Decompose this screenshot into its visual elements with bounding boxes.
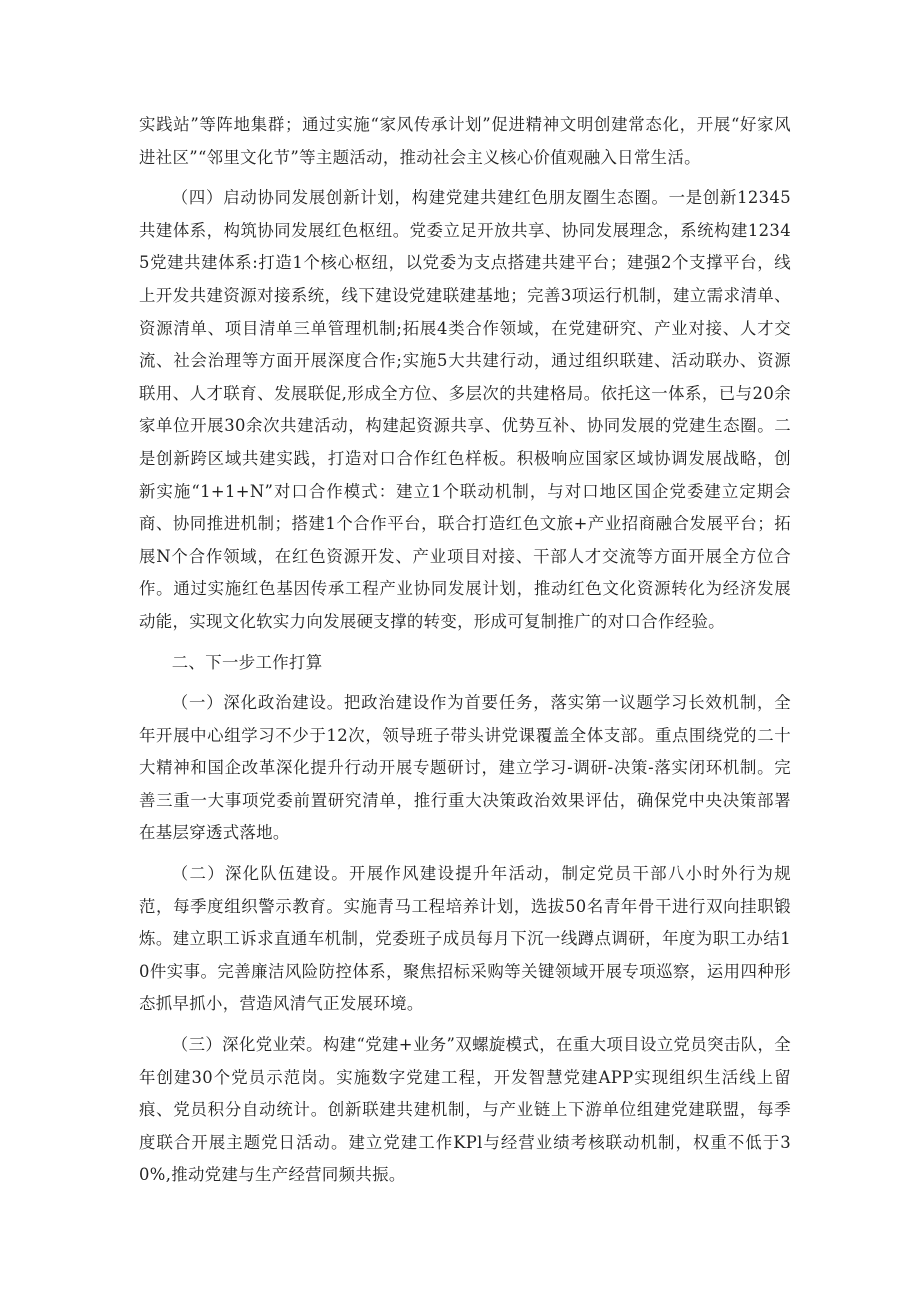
section-heading-next-steps: 二、下一步工作打算 <box>171 652 323 672</box>
paragraph-party-business: （三）深化党业荣。构建“党建+业务”双螺旋模式，在重大项目设立党员突击队，全年创建30个党员示范岗。实施数字党建工程，开发智慧党建APP实现组织生活线上留痕、党员积分自动统计。创新联建共建机制，与产业链上下游单位组建党建联盟，每季度联合开展主题党日活动。建立党建工作KPl与经营业绩考核联动机制，权重不低于30%,推动党建与生产经营同频共振。 <box>139 1035 791 1185</box>
paragraph-section-4: （四）启动协同发展创新计划，构建党建共建红色朋友圈生态圈。一是创新12345共建体系，构筑协同发展红色枢纽。党委立足开放共享、协同发展理念，系统构建12345党建共建体系:打造1个核心枢纽，以党委为支点搭建共建平台；建强2个支撑平台，线上开发共建资源对接系统，线下建设党建联建基地；完善3项运行机制，建立需求清单、资源清单、项目清单三单管理机制;拓展4类合作领域，在党建研究、产业对接、人才交流、社会治理等方面开展深度合作;实施5大共建行动，通过组织联建、活动联办、资源联用、人才联育、发展联促,形成全方位、多层次的共建格局。依托这一体系，已与20余家单位开展30余次共建活动，构建起资源共享、优势互补、协同发展的党建生态圈。二是创新跨区域共建实践，打造对口合作红色样板。积极响应国家区域协调发展战略，创新实施“1+1+N”对口合作模式：建立1个联动机制，与对口地区国企党委建立定期会商、协同推进机制；搭建1个合作平台，联合打造红色文旅+产业招商融合发展平台；拓展N个合作领域，在红色资源开发、产业项目对接、干部人才交流等方面开展全方位合作。通过实施红色基因传承工程产业协同发展计划，推动红色文化资源转化为经济发展动能，实现文化软实力向发展硬支撑的转变，形成可复制推广的对口合作经验。 <box>139 188 791 631</box>
paragraph-team-building: （二）深化队伍建设。开展作风建设提升年活动，制定党员干部八小时外行为规范，每季度组织警示教育。实施青马工程培养计划，选拔50名青年骨干进行双向挂职锻炼。建立职工诉求直通车机制，党委班子成员每月下沉一线蹲点调研，年度为职工办结10件实事。完善廉洁风险防控体系，聚焦招标采购等关键领域开展专项巡察，运用四种形态抓早抓小，营造风清气正发展环境。 <box>139 864 791 1014</box>
paragraph-continuation: 实践站”等阵地集群；通过实施“家风传承计划”促进精神文明创建常态化，开展“好家风进社区”“邻里文化节”等主题活动，推动社会主义核心价值观融入日常生活。 <box>139 115 791 167</box>
document-body <box>139 109 791 1200</box>
paragraph-political-building: （一）深化政治建设。把政治建设作为首要任务，落实第一议题学习长效机制，全年开展中心组学习不少于12次，领导班子带头讲党课覆盖全体支部。重点围绕党的二十大精神和国企改革深化提升行动开展专题研讨，建立学习-调研-决策-落实闭环机制。完善三重一大事项党委前置研究清单，推行重大决策政治效果评估，确保党中央决策部署在基层穿透式落地。 <box>139 693 791 843</box>
